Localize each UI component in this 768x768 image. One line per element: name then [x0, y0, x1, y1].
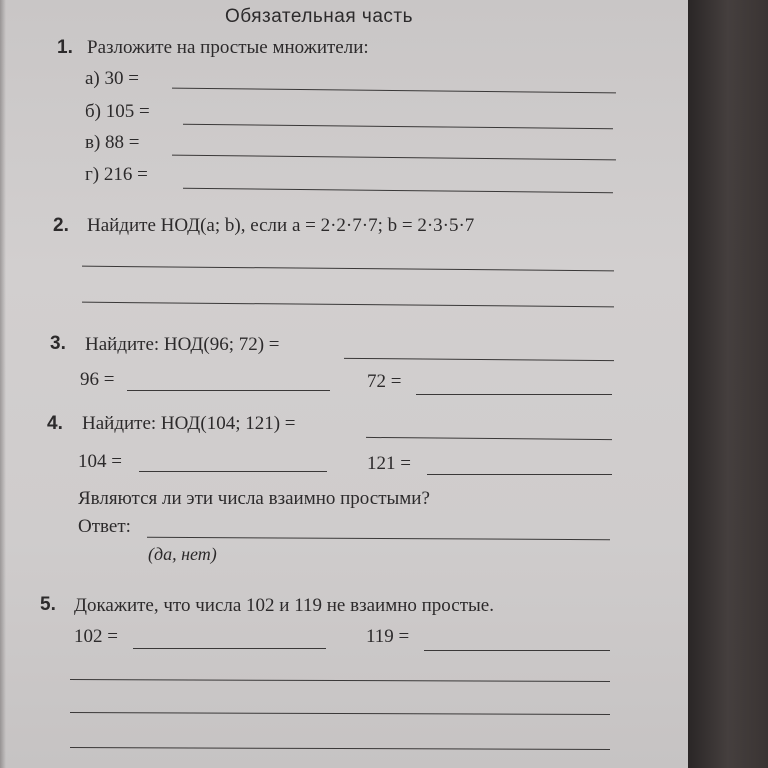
answer-line[interactable] — [416, 394, 612, 395]
section-header: Обязательная часть — [225, 6, 413, 27]
answer-line[interactable] — [344, 358, 614, 361]
book-cover-edge — [688, 0, 768, 768]
task5-left: 102 = — [74, 626, 118, 647]
answer-line[interactable] — [427, 474, 612, 475]
page-edge-shadow — [0, 0, 6, 768]
task5-right: 119 = — [366, 626, 410, 647]
answer-line[interactable] — [183, 188, 613, 194]
task4-question: Являются ли эти числа взаимно простыми? — [78, 488, 430, 509]
task4-text: Найдите: НОД(104; 121) = — [82, 413, 296, 434]
answer-line[interactable] — [127, 390, 330, 391]
task5-text: Докажите, что числа 102 и 119 не взаимно простые. — [74, 595, 494, 616]
answer-line[interactable] — [172, 155, 616, 161]
task2-number: 2. — [53, 215, 69, 236]
answer-line[interactable] — [424, 650, 610, 651]
task1-item-a: а) 30 = — [85, 68, 139, 89]
answer-line[interactable] — [70, 679, 610, 682]
task3-number: 3. — [50, 333, 66, 354]
task1-title: Разложите на простые множители: — [87, 37, 369, 58]
task3-left: 96 = — [80, 369, 115, 390]
task3-right: 72 = — [367, 371, 402, 392]
task4-left: 104 = — [78, 451, 122, 472]
answer-line[interactable] — [366, 437, 612, 440]
task4-number: 4. — [47, 413, 63, 434]
answer-line[interactable] — [139, 471, 327, 472]
answer-line[interactable] — [70, 712, 610, 715]
task1-item-g: г) 216 = — [85, 164, 148, 185]
task4-hint: (да, нет) — [148, 544, 217, 564]
task2-text: Найдите НОД(a; b), если a = 2·2·7·7; b = 2·3·5·7 — [87, 215, 475, 236]
answer-line[interactable] — [70, 747, 610, 750]
answer-line[interactable] — [147, 537, 610, 540]
task1-number: 1. — [57, 37, 73, 58]
answer-line[interactable] — [82, 302, 614, 308]
answer-line[interactable] — [183, 124, 613, 130]
task4-right: 121 = — [367, 453, 411, 474]
task3-text: Найдите: НОД(96; 72) = — [85, 334, 280, 355]
task1-item-v: в) 88 = — [85, 132, 140, 153]
task5-number: 5. — [40, 594, 56, 615]
answer-line[interactable] — [133, 648, 326, 649]
answer-line[interactable] — [82, 266, 614, 272]
task1-item-b: б) 105 = — [85, 101, 150, 122]
answer-line[interactable] — [172, 88, 616, 94]
task4-answer-label: Ответ: — [78, 516, 131, 537]
